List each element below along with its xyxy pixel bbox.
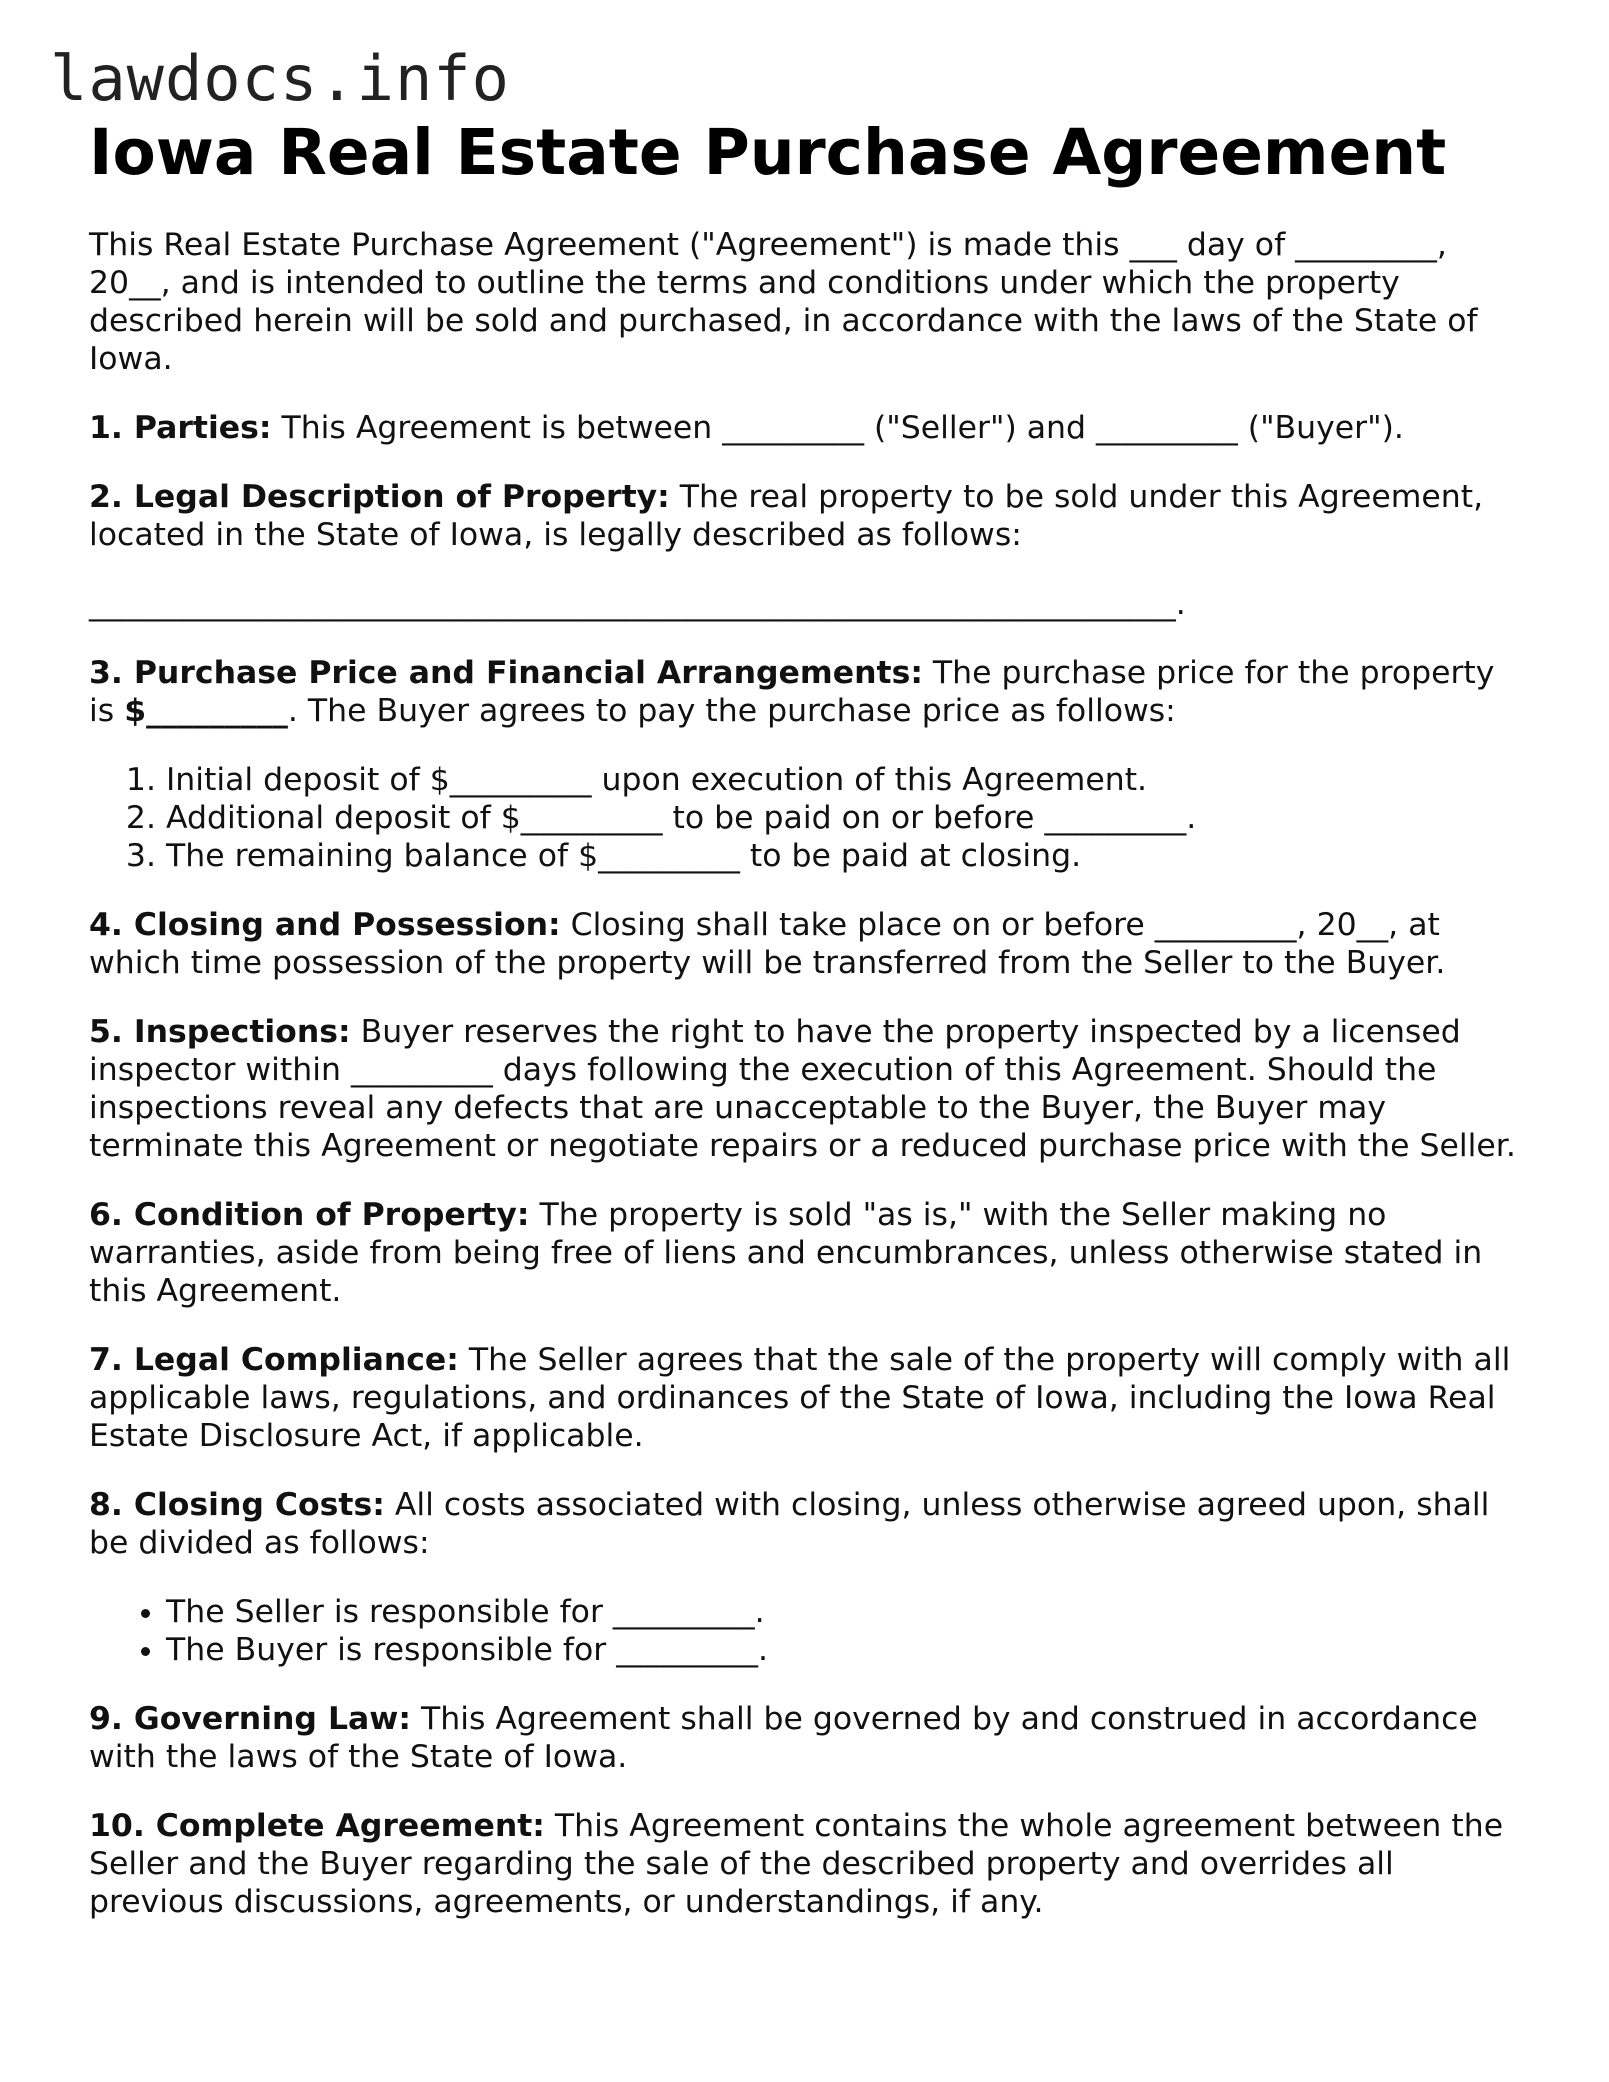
section-heading: 7. Legal Compliance: <box>89 1342 459 1378</box>
document-title: Iowa Real Estate Purchase Agreement <box>89 116 1447 189</box>
section-text: this Agreement. <box>89 1273 342 1309</box>
list-item: 3. The remaining balance of $_________ to be paid at closing. <box>166 837 1529 875</box>
section-legal-compliance <box>89 1341 1529 1455</box>
section-heading: 3. Purchase Price and Financial Arrangements: <box>89 655 923 691</box>
document <box>89 116 1529 1921</box>
section-heading: 4. Closing and Possession: <box>89 907 561 943</box>
section-text: This Agreement is between _________ ("Seller") and _________ ("Buyer"). <box>271 410 1404 446</box>
section-text: This Agreement shall be governed by and construed in accordance <box>410 1701 1478 1737</box>
legal-description-blank: _____________________________________________________________________. <box>89 586 1186 622</box>
list-item: • The Seller is responsible for _________. <box>166 1593 1529 1631</box>
section-text: The Seller agrees that the sale of the property will comply with all <box>458 1342 1511 1378</box>
list-item: 1. Initial deposit of $_________ upon execution of this Agreement. <box>166 761 1529 799</box>
section-parties <box>89 409 1529 447</box>
section-text: inspections reveal any defects that are unacceptable to the Buyer, the Buyer may <box>89 1090 1386 1126</box>
section-heading: 10. Complete Agreement: <box>89 1808 545 1844</box>
intro-line: 20__, and is intended to outline the terms and conditions under which the property <box>89 265 1400 301</box>
section-heading: 8. Closing Costs: <box>89 1487 385 1523</box>
section-text: terminate this Agreement or negotiate repairs or a reduced purchase price with the Seller. <box>89 1128 1516 1164</box>
section-text: located in the State of Iowa, is legally described as follows: <box>89 517 1022 553</box>
section-text: Buyer reserves the right to have the property inspected by a licensed <box>350 1014 1461 1050</box>
closing-costs-list <box>89 1593 1529 1669</box>
section-text: previous discussions, agreements, or understandings, if any. <box>89 1884 1044 1920</box>
section-governing-law <box>89 1700 1529 1776</box>
intro-line: This Real Estate Purchase Agreement ("Agreement") is made this ___ day of _________, <box>89 227 1447 263</box>
section-text: inspector within _________ days following the execution of this Agreement. Should the <box>89 1052 1437 1088</box>
section-text: Closing shall take place on or before _________, 20__, at <box>560 907 1440 943</box>
section-text: The real property to be sold under this Agreement, <box>669 479 1484 515</box>
price-blank: $_________ <box>124 693 288 729</box>
section-heading: 2. Legal Description of Property: <box>89 479 670 515</box>
section-text: with the laws of the State of Iowa. <box>89 1739 628 1775</box>
section-heading: 9. Governing Law: <box>89 1701 411 1737</box>
section-text: The purchase price for the property <box>922 655 1495 691</box>
section-text: . The Buyer agrees to pay the purchase price as follows: <box>287 693 1176 729</box>
section-text: be divided as follows: <box>89 1525 430 1561</box>
list-item: 2. Additional deposit of $_________ to be paid on or before _________. <box>166 799 1529 837</box>
section-text: This Agreement contains the whole agreement between the <box>544 1808 1504 1844</box>
section-text: warranties, aside from being free of liens and encumbrances, unless otherwise stated in <box>89 1235 1483 1271</box>
section-text: The property is sold "as is," with the Seller making no <box>529 1197 1387 1233</box>
intro-line: Iowa. <box>89 341 173 377</box>
section-condition <box>89 1196 1529 1310</box>
site-watermark: lawdocs.info <box>50 42 510 115</box>
section-text: applicable laws, regulations, and ordinances of the State of Iowa, including the Iowa Real <box>89 1380 1496 1416</box>
payment-list <box>89 761 1529 875</box>
section-heading: 1. Parties: <box>89 410 272 446</box>
section-text: Estate Disclosure Act, if applicable. <box>89 1418 644 1454</box>
list-item: • The Buyer is responsible for _________. <box>166 1631 1529 1669</box>
section-complete-agreement <box>89 1807 1529 1921</box>
section-closing-costs <box>89 1486 1529 1562</box>
intro-paragraph <box>89 226 1529 378</box>
section-heading: 5. Inspections: <box>89 1014 351 1050</box>
section-legal-description <box>89 478 1529 554</box>
section-text: which time possession of the property will be transferred from the Seller to the Buyer. <box>89 945 1446 981</box>
section-text: All costs associated with closing, unless otherwise agreed upon, shall <box>384 1487 1490 1523</box>
section-text: Seller and the Buyer regarding the sale of the described property and overrides all <box>89 1846 1394 1882</box>
section-inspections <box>89 1013 1529 1165</box>
section-closing-possession <box>89 906 1529 982</box>
intro-line: described herein will be sold and purchased, in accordance with the laws of the State of <box>89 303 1478 339</box>
section-purchase-price <box>89 654 1529 730</box>
section-text: is <box>89 693 125 729</box>
section-heading: 6. Condition of Property: <box>89 1197 530 1233</box>
